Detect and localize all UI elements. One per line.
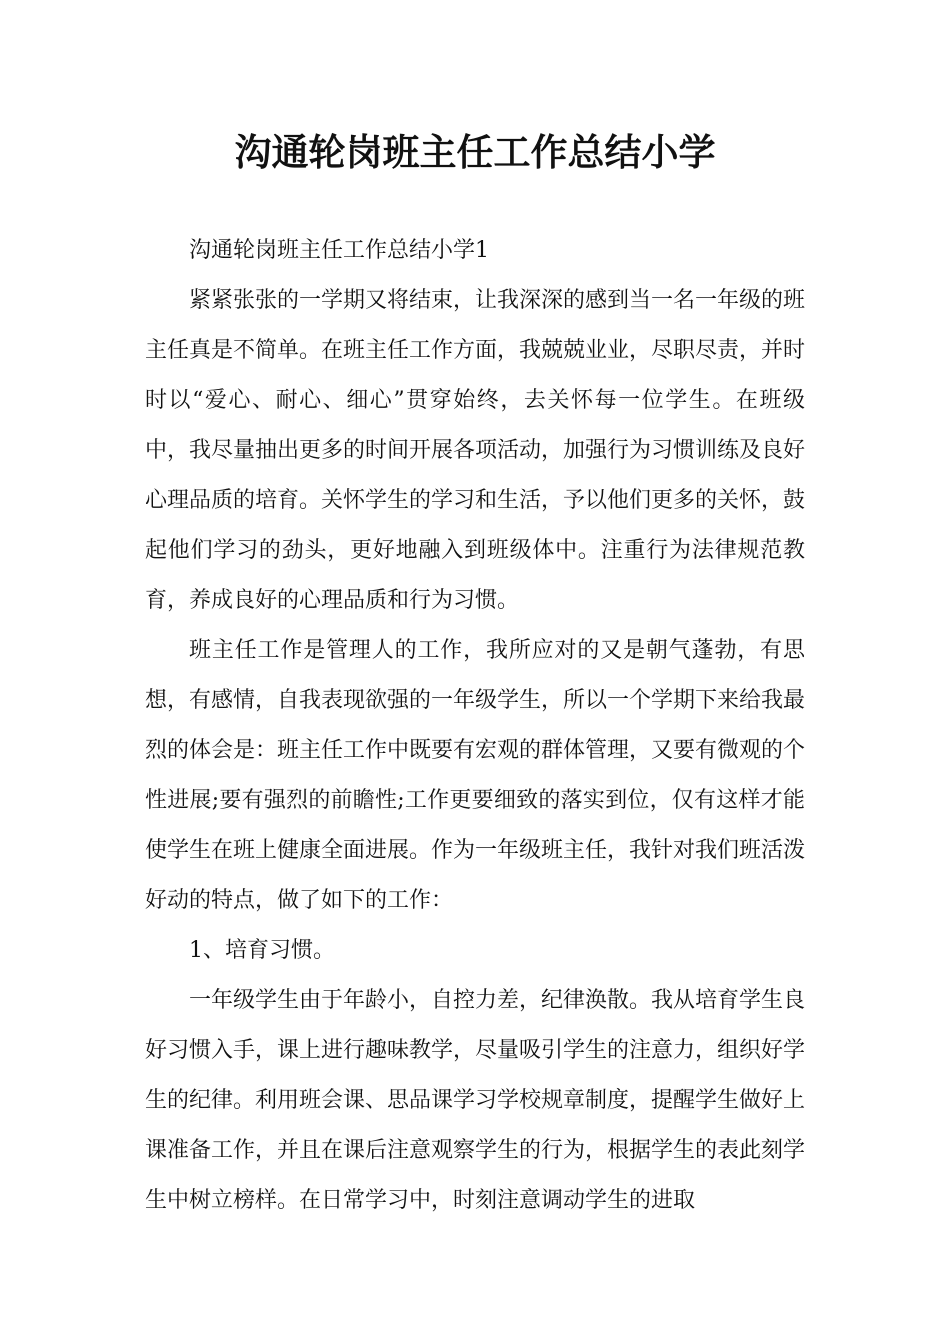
document-body — [145, 226, 805, 1226]
paragraph: 紧紧张张的一学期又将结束，让我深深的感到当一名一年级的班主任真是不简单。在班主任工作方面，我兢兢业业，尽职尽责，并时时以“爱心、耐心、细心”贯穿始终，去关怀每一位学生。在班级中，我尽量抽出更多的时间开展各项活动，加强行为习惯训练及良好心理品质的培育。关怀学生的学习和生活，予以他们更多的关怀，鼓起他们学习的劲头，更好地融入到班级体中。注重行为法律规范教育，养成良好的心理品质和行为习惯。 — [145, 288, 806, 613]
list-item-heading: 1、培育习惯。 — [189, 938, 335, 963]
section-heading: 沟通轮岗班主任工作总结小学1 — [189, 238, 489, 263]
document-title: 沟通轮岗班主任工作总结小学 — [234, 131, 716, 174]
paragraph: 一年级学生由于年龄小，自控力差，纪律涣散。我从培育学生良好习惯入手，课上进行趣味教学，尽量吸引学生的注意力，组织好学生的纪律。利用班会课、思品课学习学校规章制度，提醒学生做好上课准备工作，并且在课后注意观察学生的行为，根据学生的表此刻学生中树立榜样。在日常学习中，时刻注意调动学生的进取 — [145, 988, 806, 1213]
paragraph: 班主任工作是管理人的工作，我所应对的又是朝气蓬勃，有思想，有感情，自我表现欲强的一年级学生，所以一个学期下来给我最烈的体会是：班主任工作中既要有宏观的群体管理，又要有微观的个性进展;要有强烈的前瞻性;工作更要细致的落实到位，仅有这样才能使学生在班上健康全面进展。作为一年级班主任，我针对我们班活泼好动的特点，做了如下的工作： — [145, 638, 806, 913]
